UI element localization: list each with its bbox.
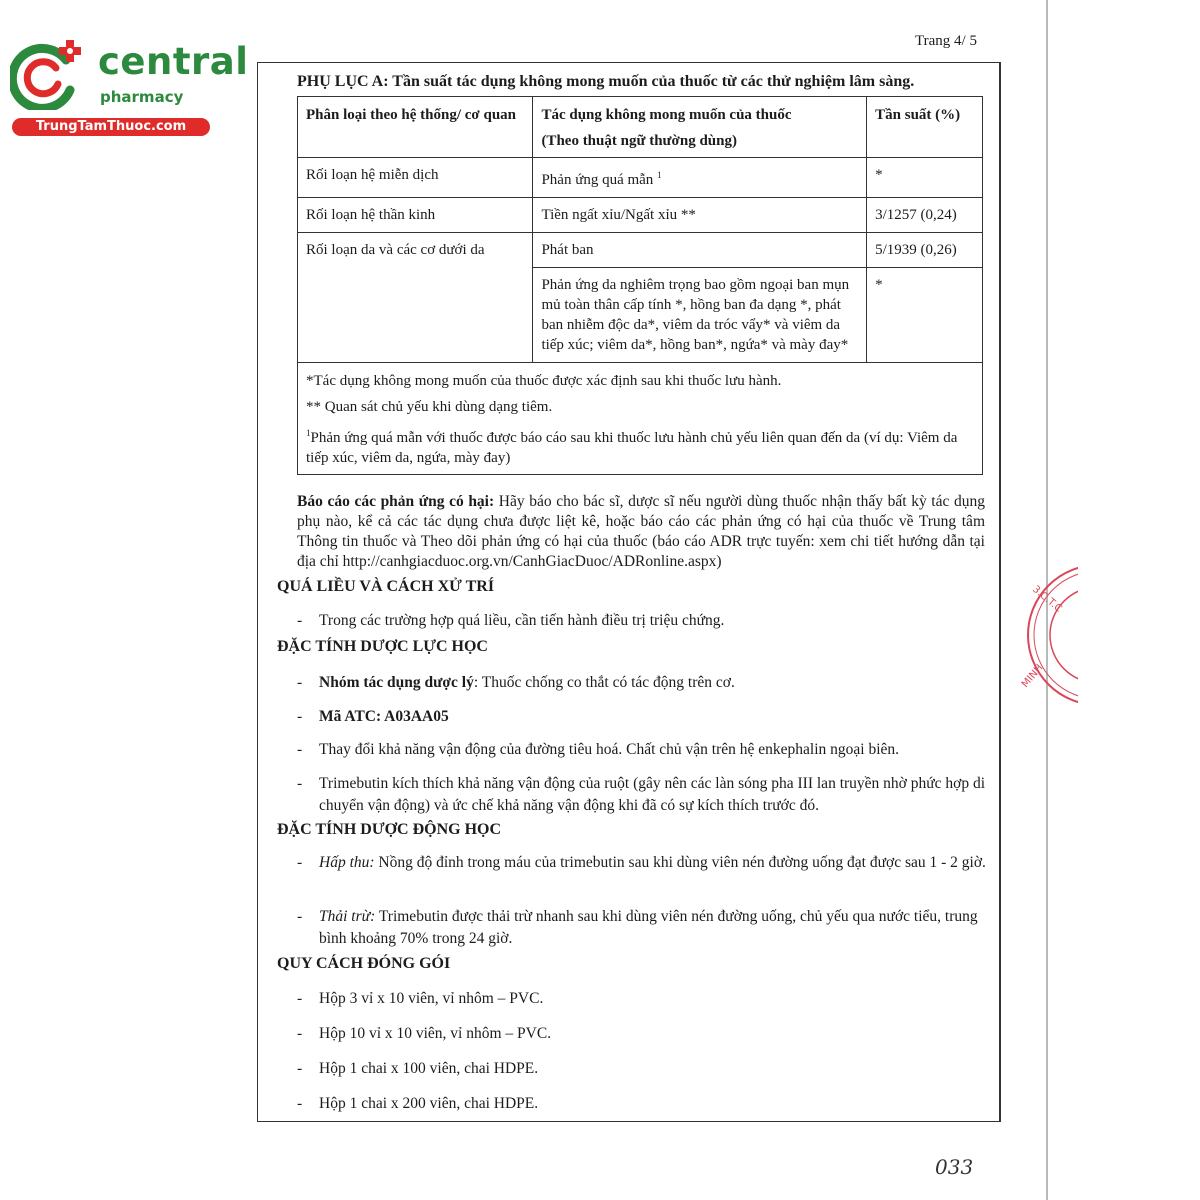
footnote-3 xyxy=(306,423,974,468)
bullet-dash: - xyxy=(297,741,303,758)
cell-effect: Tiền ngất xỉu/Ngất xỉu ** xyxy=(533,198,867,233)
absorption-label: Hấp thu: xyxy=(319,854,375,871)
logo-mark-icon xyxy=(10,38,90,110)
svg-text:MINH: MINH xyxy=(1019,662,1046,690)
cell-system: Rối loạn hệ miễn dịch xyxy=(298,158,533,198)
list-item xyxy=(297,672,987,694)
group-text: : Thuốc chống co thắt có tác động trên cơ. xyxy=(473,674,735,691)
elimination-label: Thải trừ: xyxy=(319,908,376,925)
bullet-dash: - xyxy=(297,612,303,629)
cell-system: Rối loạn hệ thần kinh xyxy=(298,198,533,233)
pharmacodynamics-heading: ĐẶC TÍNH DƯỢC LỰC HỌC xyxy=(277,638,488,655)
list-item: - Trimebutin kích thích khả năng vận động của ruột (gây nên các làn sóng pha III lan truyền nhờ phức hợp di chuyển vận động) và ức chế khả năng vận động khi đã có sự kích thích trước đó. xyxy=(297,775,986,814)
list-item: - Hộp 1 chai x 200 viên, chai HDPE. xyxy=(297,1093,987,1115)
central-pharmacy-logo xyxy=(10,38,249,138)
table-footnotes-row xyxy=(298,363,983,475)
header-system: Phân loại theo hệ thống/ cơ quan xyxy=(298,97,533,158)
overdose-heading: QUÁ LIỀU VÀ CÁCH XỬ TRÍ xyxy=(277,578,495,595)
bullet-dash: - xyxy=(297,1095,303,1112)
stamp-icon xyxy=(1018,560,1078,710)
bullet-dash: - xyxy=(297,1060,303,1077)
cell-frequency: * xyxy=(867,158,983,198)
table-row xyxy=(298,233,983,268)
handwritten-page-number: 033 xyxy=(935,1155,974,1179)
footnote-2: ** Quan sát chủ yếu khi dùng dạng tiêm. xyxy=(306,399,553,415)
cell-system: Rối loạn da và các cơ dưới da xyxy=(298,233,533,363)
report-label: Báo cáo các phản ứng có hại: xyxy=(297,493,495,510)
bullet-dash: - xyxy=(297,708,303,725)
appendix-title: PHỤ LỤC A: Tần suất tác dụng không mong muốn của thuốc từ các thử nghiệm lâm sàng. xyxy=(297,73,915,90)
page-number: Trang 4/ 5 xyxy=(915,33,977,49)
list-item: - Thay đổi khả năng vận động của đường tiêu hoá. Chất chủ vận trên hệ enkephalin ngoại biên. xyxy=(297,739,987,761)
atc-code: Mã ATC: A03AA05 xyxy=(319,708,449,725)
group-label: Nhóm tác dụng dược lý xyxy=(319,674,474,691)
footnote-3-marker: 1 xyxy=(306,428,311,438)
table-row xyxy=(298,158,983,198)
pharmacokinetics-heading: ĐẶC TÍNH DƯỢC ĐỘNG HỌC xyxy=(277,821,502,838)
list-item: - Thải trừ: Trimebutin được thải trừ nhanh sau khi dùng viên nén đường uống, chủ yếu qua nước tiểu, trung bình khoảng 70% trong 24 giờ. xyxy=(297,908,978,947)
header-frequency: Tần suất (%) xyxy=(867,97,983,158)
bullet-dash: - xyxy=(297,908,303,925)
list-item: - Trong các trường hợp quá liều, cần tiến hành điều trị triệu chứng. xyxy=(297,610,987,632)
list-item: - Hộp 10 vỉ x 10 viên, vỉ nhôm – PVC. xyxy=(297,1023,987,1045)
cell-effect: Phát ban xyxy=(533,233,867,268)
bullet-dash: - xyxy=(297,854,303,871)
list-item: - Hấp thu: Nồng độ đỉnh trong máu của trimebutin sau khi dùng viên nén đường uống đạt được sau 1 - 2 giờ. xyxy=(297,852,987,874)
cell-effect xyxy=(533,158,867,198)
report-text: Hãy báo cho bác sĩ, dược sĩ nếu người dùng thuốc nhận thấy bất kỳ tác dụng phụ nào, kể cả các tác dụng chưa được liệt kê, hoặc báo cáo các phản ứng có hại của thuốc về Trung tâm Thông tin thuốc và Theo dõi phản ứng có hại của thuốc (báo cáo ADR trực tuyến: xem chi tiết hướng dẫn tại địa chỉ http://canhgiacduoc.org.vn/CanhGiacDuoc/ADRonline.aspx) xyxy=(297,493,985,570)
adverse-report-paragraph xyxy=(297,492,985,572)
cell-frequency: 3/1257 (0,24) xyxy=(867,198,983,233)
logo-name: central xyxy=(98,40,249,83)
footnote-ref: 1 xyxy=(657,170,662,180)
footnote-3-text: Phản ứng quá mẫn với thuốc được báo cáo sau khi thuốc lưu hành chủ yếu liên quan đến da (ví dụ: Viêm da tiếp xúc, viêm da, ngứa, mày đay) xyxy=(306,430,958,466)
red-stamp-fragment xyxy=(1018,560,1078,710)
bullet-dash: - xyxy=(297,775,303,792)
table-row xyxy=(298,198,983,233)
logo-site-link[interactable]: TrungTamThuoc.com xyxy=(12,118,210,136)
cell-frequency: 5/1939 (0,26) xyxy=(867,233,983,268)
cell-effect: Phản ứng da nghiêm trọng bao gồm ngoại ban mụn mủ toàn thân cấp tính *, hồng ban đa dạng *, phát ban nhiễm độc da*, viêm da tróc vẩy* và viêm da tiếp xúc; viêm da*, hồng ban*, ngứa* và mày đay* xyxy=(533,268,867,363)
packaging-heading: QUY CÁCH ĐÓNG GÓI xyxy=(277,955,451,972)
list-item xyxy=(297,706,987,728)
adverse-effects-table xyxy=(297,96,983,475)
footnote-1: *Tác dụng không mong muốn của thuốc được xác định sau khi thuốc lưu hành. xyxy=(306,373,782,389)
bullet-dash: - xyxy=(297,674,303,691)
bullet-dash: - xyxy=(297,1025,303,1042)
header-effect-line2: (Theo thuật ngữ thường dùng) xyxy=(541,133,737,149)
list-item: - Hộp 1 chai x 100 viên, chai HDPE. xyxy=(297,1058,987,1080)
list-item: - Hộp 3 vỉ x 10 viên, vỉ nhôm – PVC. xyxy=(297,988,987,1010)
svg-text:3.C.T.C: 3.C.T.C xyxy=(1030,583,1064,615)
effect-text: Phản ứng quá mẫn xyxy=(541,172,654,188)
header-effect-line1: Tác dụng không mong muốn của thuốc xyxy=(541,107,792,123)
table-header-row xyxy=(298,97,983,158)
header-effect xyxy=(533,97,867,158)
table-footnotes xyxy=(298,363,983,475)
bullet-dash: - xyxy=(297,990,303,1007)
logo-subtitle: pharmacy xyxy=(100,88,184,106)
cell-frequency: * xyxy=(867,268,983,363)
